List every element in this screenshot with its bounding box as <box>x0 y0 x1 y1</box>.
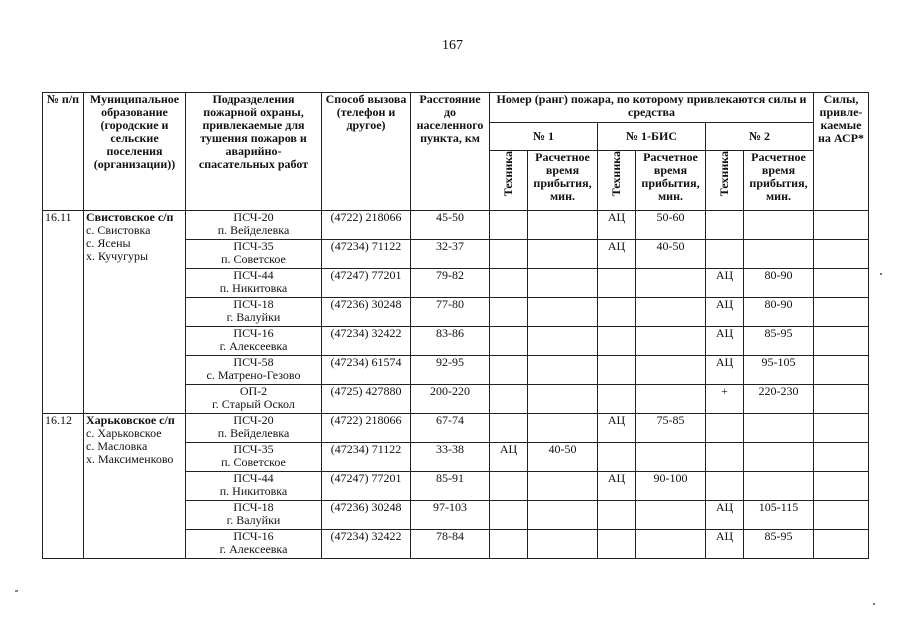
distance-cell: 77-80 <box>411 298 490 327</box>
unit-cell <box>186 211 322 240</box>
rank1bis-eta-cell <box>636 530 706 559</box>
header-rank: Номер (ранг) пожара, по которому привлекаются силы и средства <box>490 93 814 123</box>
header-tech-1bis: Техника <box>609 151 623 197</box>
rank1-eta-cell <box>528 269 598 298</box>
unit-cell <box>186 530 322 559</box>
unit-cell <box>186 269 322 298</box>
rank1-eta-cell <box>528 240 598 269</box>
asr-cell <box>814 414 869 443</box>
settlement-name: х. Максименково <box>86 452 174 466</box>
rank1bis-eta-cell <box>636 327 706 356</box>
table-row <box>43 414 869 443</box>
settlement-name: с. Свистовка <box>86 223 151 237</box>
rank1-tech-cell <box>490 269 528 298</box>
rank2-eta-cell: 80-90 <box>744 269 814 298</box>
phone-cell: (47234) 32422 <box>322 530 411 559</box>
rank1-eta-cell <box>528 472 598 501</box>
phone-cell: (47236) 30248 <box>322 298 411 327</box>
unit-name: ПСЧ-20 <box>233 413 274 427</box>
unit-name: ПСЧ-35 <box>233 239 274 253</box>
rank1-eta-cell <box>528 211 598 240</box>
phone-cell: (47234) 32422 <box>322 327 411 356</box>
distance-cell: 92-95 <box>411 356 490 385</box>
unit-name: ОП-2 <box>239 384 268 398</box>
rank2-tech-cell: АЦ <box>706 356 744 385</box>
phone-cell: (47234) 61574 <box>322 356 411 385</box>
header-call-method: Способ вызова (телефон и другое) <box>322 93 411 211</box>
rank1bis-tech-cell: АЦ <box>598 240 636 269</box>
header-municipality: Муниципальное образование (городские и сельские поселения (организации)) <box>84 93 186 211</box>
unit-cell <box>186 356 322 385</box>
unit-location: г. Старый Оскол <box>212 397 295 411</box>
rank1bis-eta-cell: 40-50 <box>636 240 706 269</box>
unit-location: г. Алексеевка <box>219 542 288 556</box>
distance-cell: 78-84 <box>411 530 490 559</box>
rank1bis-tech-cell <box>598 298 636 327</box>
asr-cell <box>814 240 869 269</box>
unit-name: ПСЧ-16 <box>233 529 274 543</box>
municipality-cell <box>84 414 186 559</box>
rank1bis-eta-cell <box>636 298 706 327</box>
asr-cell <box>814 327 869 356</box>
phone-cell: (47247) 77201 <box>322 269 411 298</box>
rank1bis-tech-cell <box>598 530 636 559</box>
rank1bis-tech-cell <box>598 385 636 414</box>
rank2-tech-cell: + <box>706 385 744 414</box>
phone-cell: (4722) 218066 <box>322 211 411 240</box>
rank1-tech-cell <box>490 472 528 501</box>
rank1-tech-cell <box>490 211 528 240</box>
rank1-eta-cell <box>528 327 598 356</box>
rank2-eta-cell: 85-95 <box>744 530 814 559</box>
rank1bis-eta-cell: 90-100 <box>636 472 706 501</box>
rank1-tech-cell: АЦ <box>490 443 528 472</box>
rank2-tech-cell: АЦ <box>706 501 744 530</box>
rank1bis-eta-cell <box>636 269 706 298</box>
distance-cell: 79-82 <box>411 269 490 298</box>
phone-cell: (47234) 71122 <box>322 443 411 472</box>
unit-cell <box>186 501 322 530</box>
rank2-eta-cell <box>744 240 814 269</box>
unit-location: п. Советское <box>221 252 286 266</box>
unit-location: п. Никитовка <box>219 484 288 498</box>
rank2-tech-cell: АЦ <box>706 327 744 356</box>
rank1bis-tech-cell <box>598 327 636 356</box>
rank2-eta-cell: 105-115 <box>744 501 814 530</box>
settlement-name: с. Масловка <box>86 439 148 453</box>
header-tech-2: Техника <box>717 151 731 197</box>
row-number: 16.11 <box>43 211 84 414</box>
rank1-eta-cell <box>528 414 598 443</box>
rank1bis-eta-cell <box>636 356 706 385</box>
distance-cell: 33-38 <box>411 443 490 472</box>
rank1-tech-cell <box>490 327 528 356</box>
distance-cell: 97-103 <box>411 501 490 530</box>
unit-name: ПСЧ-16 <box>233 326 274 340</box>
rank2-tech-cell <box>706 472 744 501</box>
unit-location: г. Валуйки <box>226 513 281 527</box>
rank2-eta-cell: 95-105 <box>744 356 814 385</box>
unit-cell <box>186 298 322 327</box>
rank2-eta-cell <box>744 414 814 443</box>
unit-name: ПСЧ-44 <box>233 268 274 282</box>
unit-cell <box>186 240 322 269</box>
unit-location: п. Никитовка <box>219 281 288 295</box>
header-num: № п/п <box>43 93 84 211</box>
header-tech-1: Техника <box>501 151 515 197</box>
table-row <box>43 211 869 240</box>
rank1bis-eta-cell <box>636 501 706 530</box>
rank2-tech-cell <box>706 443 744 472</box>
rank1bis-tech-cell: АЦ <box>598 211 636 240</box>
rank1bis-tech-cell: АЦ <box>598 414 636 443</box>
header-asr: Силы, привле-каемые на АСР* <box>814 93 869 211</box>
rank2-eta-cell: 80-90 <box>744 298 814 327</box>
unit-location: п. Вейделевка <box>217 426 290 440</box>
scan-speck <box>15 590 18 592</box>
header-rank-2: № 2 <box>706 123 814 151</box>
settlement-name: с. Харьковское <box>86 426 162 440</box>
row-number: 16.12 <box>43 414 84 559</box>
rank2-eta-cell <box>744 211 814 240</box>
fire-forces-table <box>42 92 869 559</box>
asr-cell <box>814 443 869 472</box>
distance-cell: 45-50 <box>411 211 490 240</box>
rank1bis-tech-cell <box>598 443 636 472</box>
rank1bis-tech-cell <box>598 356 636 385</box>
unit-cell <box>186 414 322 443</box>
rank1-eta-cell: 40-50 <box>528 443 598 472</box>
scan-speck <box>873 603 875 605</box>
asr-cell <box>814 269 869 298</box>
unit-location: г. Алексеевка <box>219 339 288 353</box>
rank2-tech-cell <box>706 240 744 269</box>
settlement-name: с. Ясены <box>86 236 131 250</box>
rank1-eta-cell <box>528 530 598 559</box>
rank2-tech-cell <box>706 211 744 240</box>
rank2-tech-cell: АЦ <box>706 298 744 327</box>
rank1bis-eta-cell: 75-85 <box>636 414 706 443</box>
unit-cell <box>186 327 322 356</box>
rank2-tech-cell: АЦ <box>706 269 744 298</box>
rank2-eta-cell <box>744 472 814 501</box>
asr-cell <box>814 298 869 327</box>
rank2-tech-cell: АЦ <box>706 530 744 559</box>
unit-name: ПСЧ-18 <box>233 297 274 311</box>
rank2-eta-cell: 85-95 <box>744 327 814 356</box>
rank1-eta-cell <box>528 501 598 530</box>
unit-cell <box>186 472 322 501</box>
header-eta-1bis: Расчетное время прибытия, мин. <box>636 151 706 211</box>
rank1-eta-cell <box>528 356 598 385</box>
header-rank-1bis: № 1-БИС <box>598 123 706 151</box>
settlement-name: х. Кучугуры <box>86 249 149 263</box>
unit-location: п. Советское <box>221 455 286 469</box>
rank1-tech-cell <box>490 530 528 559</box>
unit-name: ПСЧ-35 <box>233 442 274 456</box>
rank2-eta-cell: 220-230 <box>744 385 814 414</box>
rank1-tech-cell <box>490 298 528 327</box>
unit-name: ПСЧ-58 <box>233 355 274 369</box>
rank1-tech-cell <box>490 385 528 414</box>
municipality-title: Свистовское с/п <box>86 210 174 224</box>
phone-cell: (4725) 427880 <box>322 385 411 414</box>
municipality-title: Харьковское с/п <box>86 413 175 427</box>
header-rank-1: № 1 <box>490 123 598 151</box>
unit-location: п. Вейделевка <box>217 223 290 237</box>
distance-cell: 32-37 <box>411 240 490 269</box>
asr-cell <box>814 385 869 414</box>
asr-cell <box>814 356 869 385</box>
distance-cell: 200-220 <box>411 385 490 414</box>
asr-cell <box>814 211 869 240</box>
unit-name: ПСЧ-44 <box>233 471 274 485</box>
distance-cell: 67-74 <box>411 414 490 443</box>
unit-cell <box>186 385 322 414</box>
unit-name: ПСЧ-20 <box>233 210 274 224</box>
phone-cell: (4722) 218066 <box>322 414 411 443</box>
rank1bis-eta-cell <box>636 385 706 414</box>
distance-cell: 85-91 <box>411 472 490 501</box>
unit-location: с. Матрено-Гезово <box>206 368 301 382</box>
rank1-tech-cell <box>490 356 528 385</box>
asr-cell <box>814 530 869 559</box>
phone-cell: (47234) 71122 <box>322 240 411 269</box>
unit-location: г. Валуйки <box>226 310 281 324</box>
rank1-eta-cell <box>528 385 598 414</box>
header-eta-1: Расчетное время прибытия, мин. <box>528 151 598 211</box>
unit-name: ПСЧ-18 <box>233 500 274 514</box>
scan-speck <box>880 273 882 275</box>
header-units: Подразделения пожарной охраны, привлекаемые для тушения пожаров и аварийно-спасательных работ <box>186 93 322 211</box>
header-eta-2: Расчетное время прибытия, мин. <box>744 151 814 211</box>
phone-cell: (47236) 30248 <box>322 501 411 530</box>
distance-cell: 83-86 <box>411 327 490 356</box>
rank1-eta-cell <box>528 298 598 327</box>
rank2-tech-cell <box>706 414 744 443</box>
page-number: 167 <box>442 38 463 53</box>
table-body <box>43 211 869 559</box>
unit-cell <box>186 443 322 472</box>
rank1bis-tech-cell: АЦ <box>598 472 636 501</box>
rank1-tech-cell <box>490 240 528 269</box>
header-distance: Расстояние до населенного пункта, км <box>411 93 490 211</box>
rank1bis-eta-cell: 50-60 <box>636 211 706 240</box>
municipality-cell <box>84 211 186 414</box>
rank1bis-tech-cell <box>598 501 636 530</box>
rank1bis-eta-cell <box>636 443 706 472</box>
asr-cell <box>814 501 869 530</box>
rank1bis-tech-cell <box>598 269 636 298</box>
rank1-tech-cell <box>490 414 528 443</box>
rank1-tech-cell <box>490 501 528 530</box>
phone-cell: (47247) 77201 <box>322 472 411 501</box>
asr-cell <box>814 472 869 501</box>
rank2-eta-cell <box>744 443 814 472</box>
